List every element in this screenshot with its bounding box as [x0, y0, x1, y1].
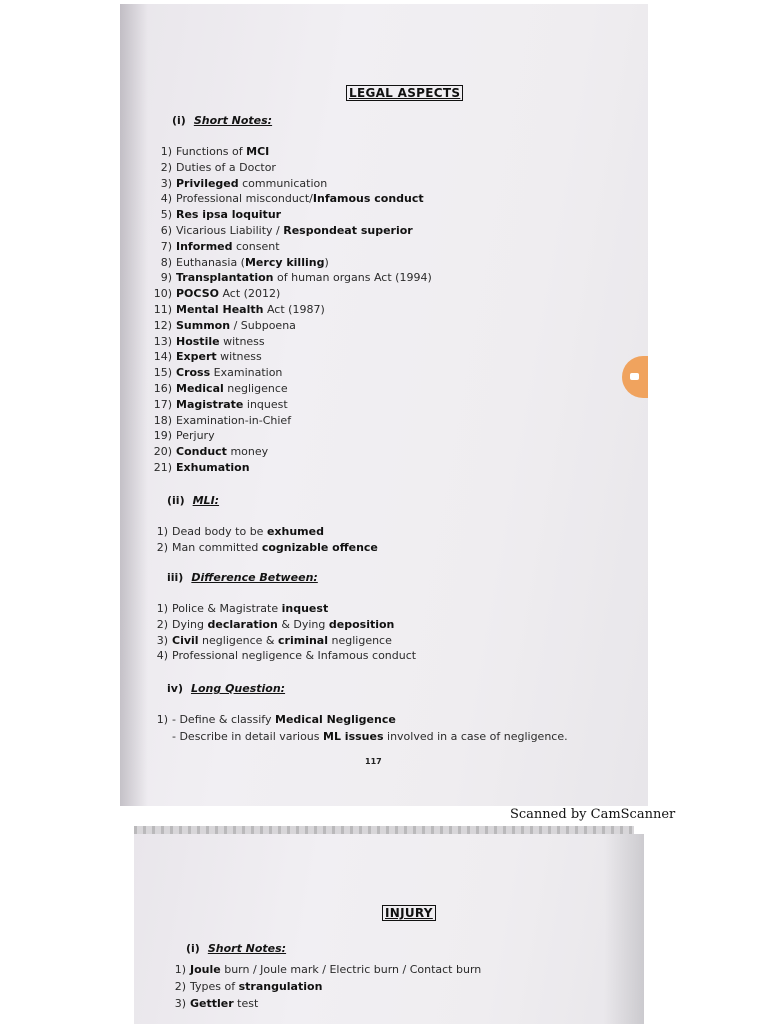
list-item	[146, 713, 396, 726]
item-text: negligence &	[198, 633, 279, 647]
item-text: involved in a case of negligence.	[383, 730, 568, 743]
item-text: negligence	[223, 382, 288, 395]
item-text: - Describe in detail various	[172, 730, 324, 743]
item-keyword: Exhumation	[176, 461, 250, 474]
list-item	[150, 208, 281, 221]
item-number: 1)	[156, 525, 168, 538]
item-keyword: Res ipsa loquitur	[176, 208, 282, 222]
item-text: Police & Magistrate	[172, 602, 282, 615]
item-text: Dead body to be	[172, 525, 267, 538]
list-item	[150, 224, 413, 237]
item-text: Professional misconduct/	[176, 192, 313, 206]
item-number: 3)	[160, 176, 172, 190]
section-heading	[172, 114, 272, 127]
list-item	[150, 256, 329, 269]
item-number: 8)	[160, 255, 172, 269]
section-title: Difference Between:	[191, 571, 318, 584]
list-item	[150, 192, 424, 205]
item-keyword: Respondeat superior	[283, 224, 413, 237]
item-keyword: Medical Negligence	[275, 713, 396, 726]
item-number: 11)	[153, 303, 172, 316]
item-number: 2)	[174, 980, 186, 993]
item-keyword: criminal	[278, 633, 328, 647]
item-number: 15)	[153, 366, 172, 380]
item-text: Act (1987)	[263, 303, 325, 316]
item-number: 9)	[160, 271, 172, 285]
list-item	[146, 602, 328, 615]
item-keyword: declaration	[207, 617, 278, 631]
list-item	[150, 382, 288, 395]
item-number: 20)	[153, 445, 172, 459]
item-text: Perjury	[176, 429, 215, 443]
list-item	[146, 634, 392, 647]
scanner-watermark: Scanned by CamScanner	[510, 807, 676, 822]
item-keyword: exhumed	[266, 525, 324, 538]
item-text: Examination-in-Chief	[176, 413, 292, 427]
item-text: Duties of a Doctor	[176, 160, 276, 174]
list-item	[146, 525, 324, 538]
item-number: 2)	[160, 160, 172, 174]
item-text: Man committed	[172, 541, 262, 554]
scanned-page-injury	[134, 834, 644, 1024]
item-text: money	[226, 445, 269, 459]
list-item	[150, 398, 288, 411]
item-number: 3)	[174, 997, 186, 1010]
item-number: 13)	[153, 334, 172, 348]
item-keyword: Infamous conduct	[312, 192, 424, 206]
item-text: )	[324, 255, 329, 269]
item-keyword: Informed	[176, 239, 233, 253]
item-keyword: Magistrate	[176, 397, 244, 411]
section-number: iv)	[167, 682, 183, 695]
section-heading	[167, 571, 318, 584]
list-item	[146, 618, 394, 631]
item-text: Dying	[172, 617, 208, 631]
item-number: 7)	[160, 239, 172, 253]
item-number: 10)	[153, 287, 172, 301]
list-item	[150, 161, 276, 174]
page-title	[346, 86, 463, 100]
list-item	[150, 445, 268, 458]
item-text: Functions of	[176, 145, 247, 158]
list-item	[146, 649, 416, 662]
list-item	[150, 414, 291, 427]
list-item	[150, 366, 282, 379]
item-number: 1)	[156, 713, 168, 726]
item-keyword: Expert	[176, 350, 217, 364]
section-number: (i)	[172, 114, 186, 127]
item-number: 5)	[160, 208, 172, 222]
item-keyword: Conduct	[176, 445, 227, 459]
section-title: MLI:	[192, 494, 220, 507]
item-keyword: cognizable offence	[261, 541, 378, 554]
item-text: - Define & classify	[172, 713, 275, 726]
title-text: INJURY	[382, 905, 436, 921]
item-keyword: Summon	[176, 318, 231, 332]
item-keyword: Hostile	[176, 334, 220, 348]
item-text: negligence	[328, 633, 392, 647]
section-title: Long Question:	[190, 682, 286, 695]
list-item	[150, 145, 269, 158]
item-text: witness	[216, 350, 262, 364]
item-text: Examination	[210, 366, 283, 380]
item-keyword: deposition	[328, 617, 395, 631]
section-number: (i)	[186, 942, 200, 955]
item-number: 12)	[153, 318, 172, 332]
section-heading	[167, 494, 219, 507]
list-item	[146, 541, 378, 554]
item-number: 4)	[156, 649, 168, 663]
item-number: 18)	[153, 413, 172, 427]
item-number: 1)	[174, 963, 186, 976]
list-item	[172, 730, 568, 743]
item-number: 14)	[153, 350, 172, 364]
page-icon	[630, 373, 639, 380]
item-text: test	[233, 997, 259, 1010]
item-keyword: Mental Health	[176, 303, 264, 316]
title-text: LEGAL ASPECTS	[346, 85, 463, 101]
section-number: (ii)	[167, 494, 185, 507]
item-keyword: strangulation	[238, 980, 323, 993]
item-text: Euthanasia (	[176, 255, 245, 269]
item-text: consent	[232, 239, 280, 253]
item-text: inquest	[243, 397, 288, 411]
list-item	[150, 303, 325, 316]
item-keyword: POCSO	[176, 287, 219, 301]
section-title: Short Notes:	[207, 942, 287, 955]
section-number: iii)	[167, 571, 184, 584]
list-item	[150, 461, 250, 474]
item-text: Professional negligence & Infamous conduct	[172, 649, 417, 663]
item-number: 2)	[156, 541, 168, 554]
list-item	[164, 980, 322, 993]
list-item	[150, 319, 296, 332]
section-heading	[186, 942, 286, 955]
item-keyword: Gettler	[190, 997, 234, 1010]
item-text: Act (2012)	[218, 287, 281, 301]
list-item	[164, 997, 258, 1010]
item-keyword: Cross	[176, 366, 211, 380]
item-number: 2)	[156, 617, 168, 631]
item-text: burn / Joule mark / Electric burn / Contact burn	[220, 963, 482, 976]
item-text: & Dying	[277, 617, 329, 631]
item-text: / Subpoena	[230, 318, 296, 332]
item-text: Types of	[190, 980, 239, 993]
list-item	[150, 240, 280, 253]
item-keyword: Mercy killing	[244, 255, 325, 269]
item-text: communication	[238, 176, 328, 190]
item-number: 1)	[160, 145, 172, 158]
scanned-page-legal-aspects	[120, 4, 648, 806]
page-title	[382, 906, 436, 920]
item-keyword: MCI	[246, 145, 270, 158]
section-title: Short Notes:	[193, 114, 273, 127]
item-number: 6)	[160, 224, 172, 237]
item-number: 3)	[156, 633, 168, 647]
item-keyword: Transplantation	[176, 271, 274, 285]
page-number: 117	[365, 757, 382, 766]
item-keyword: ML issues	[323, 730, 384, 743]
item-keyword: Civil	[172, 633, 199, 647]
item-keyword: Joule	[190, 963, 221, 976]
item-text: of human organs Act (1994)	[273, 271, 432, 285]
item-number: 1)	[156, 602, 168, 615]
item-number: 17)	[153, 397, 172, 411]
item-number: 16)	[153, 382, 172, 395]
item-text: Vicarious Liability /	[176, 224, 284, 237]
item-text: witness	[219, 334, 265, 348]
list-item	[150, 429, 215, 442]
section-heading	[167, 682, 285, 695]
list-item	[150, 287, 280, 300]
list-item	[150, 271, 432, 284]
item-keyword: Privileged	[176, 176, 239, 190]
item-number: 19)	[153, 429, 172, 443]
item-keyword: inquest	[281, 602, 329, 615]
list-item	[150, 335, 265, 348]
list-item	[150, 177, 327, 190]
list-item	[150, 350, 262, 363]
item-number: 4)	[160, 192, 172, 206]
item-number: 21)	[153, 461, 172, 474]
list-item	[164, 963, 481, 976]
item-keyword: Medical	[176, 382, 224, 395]
